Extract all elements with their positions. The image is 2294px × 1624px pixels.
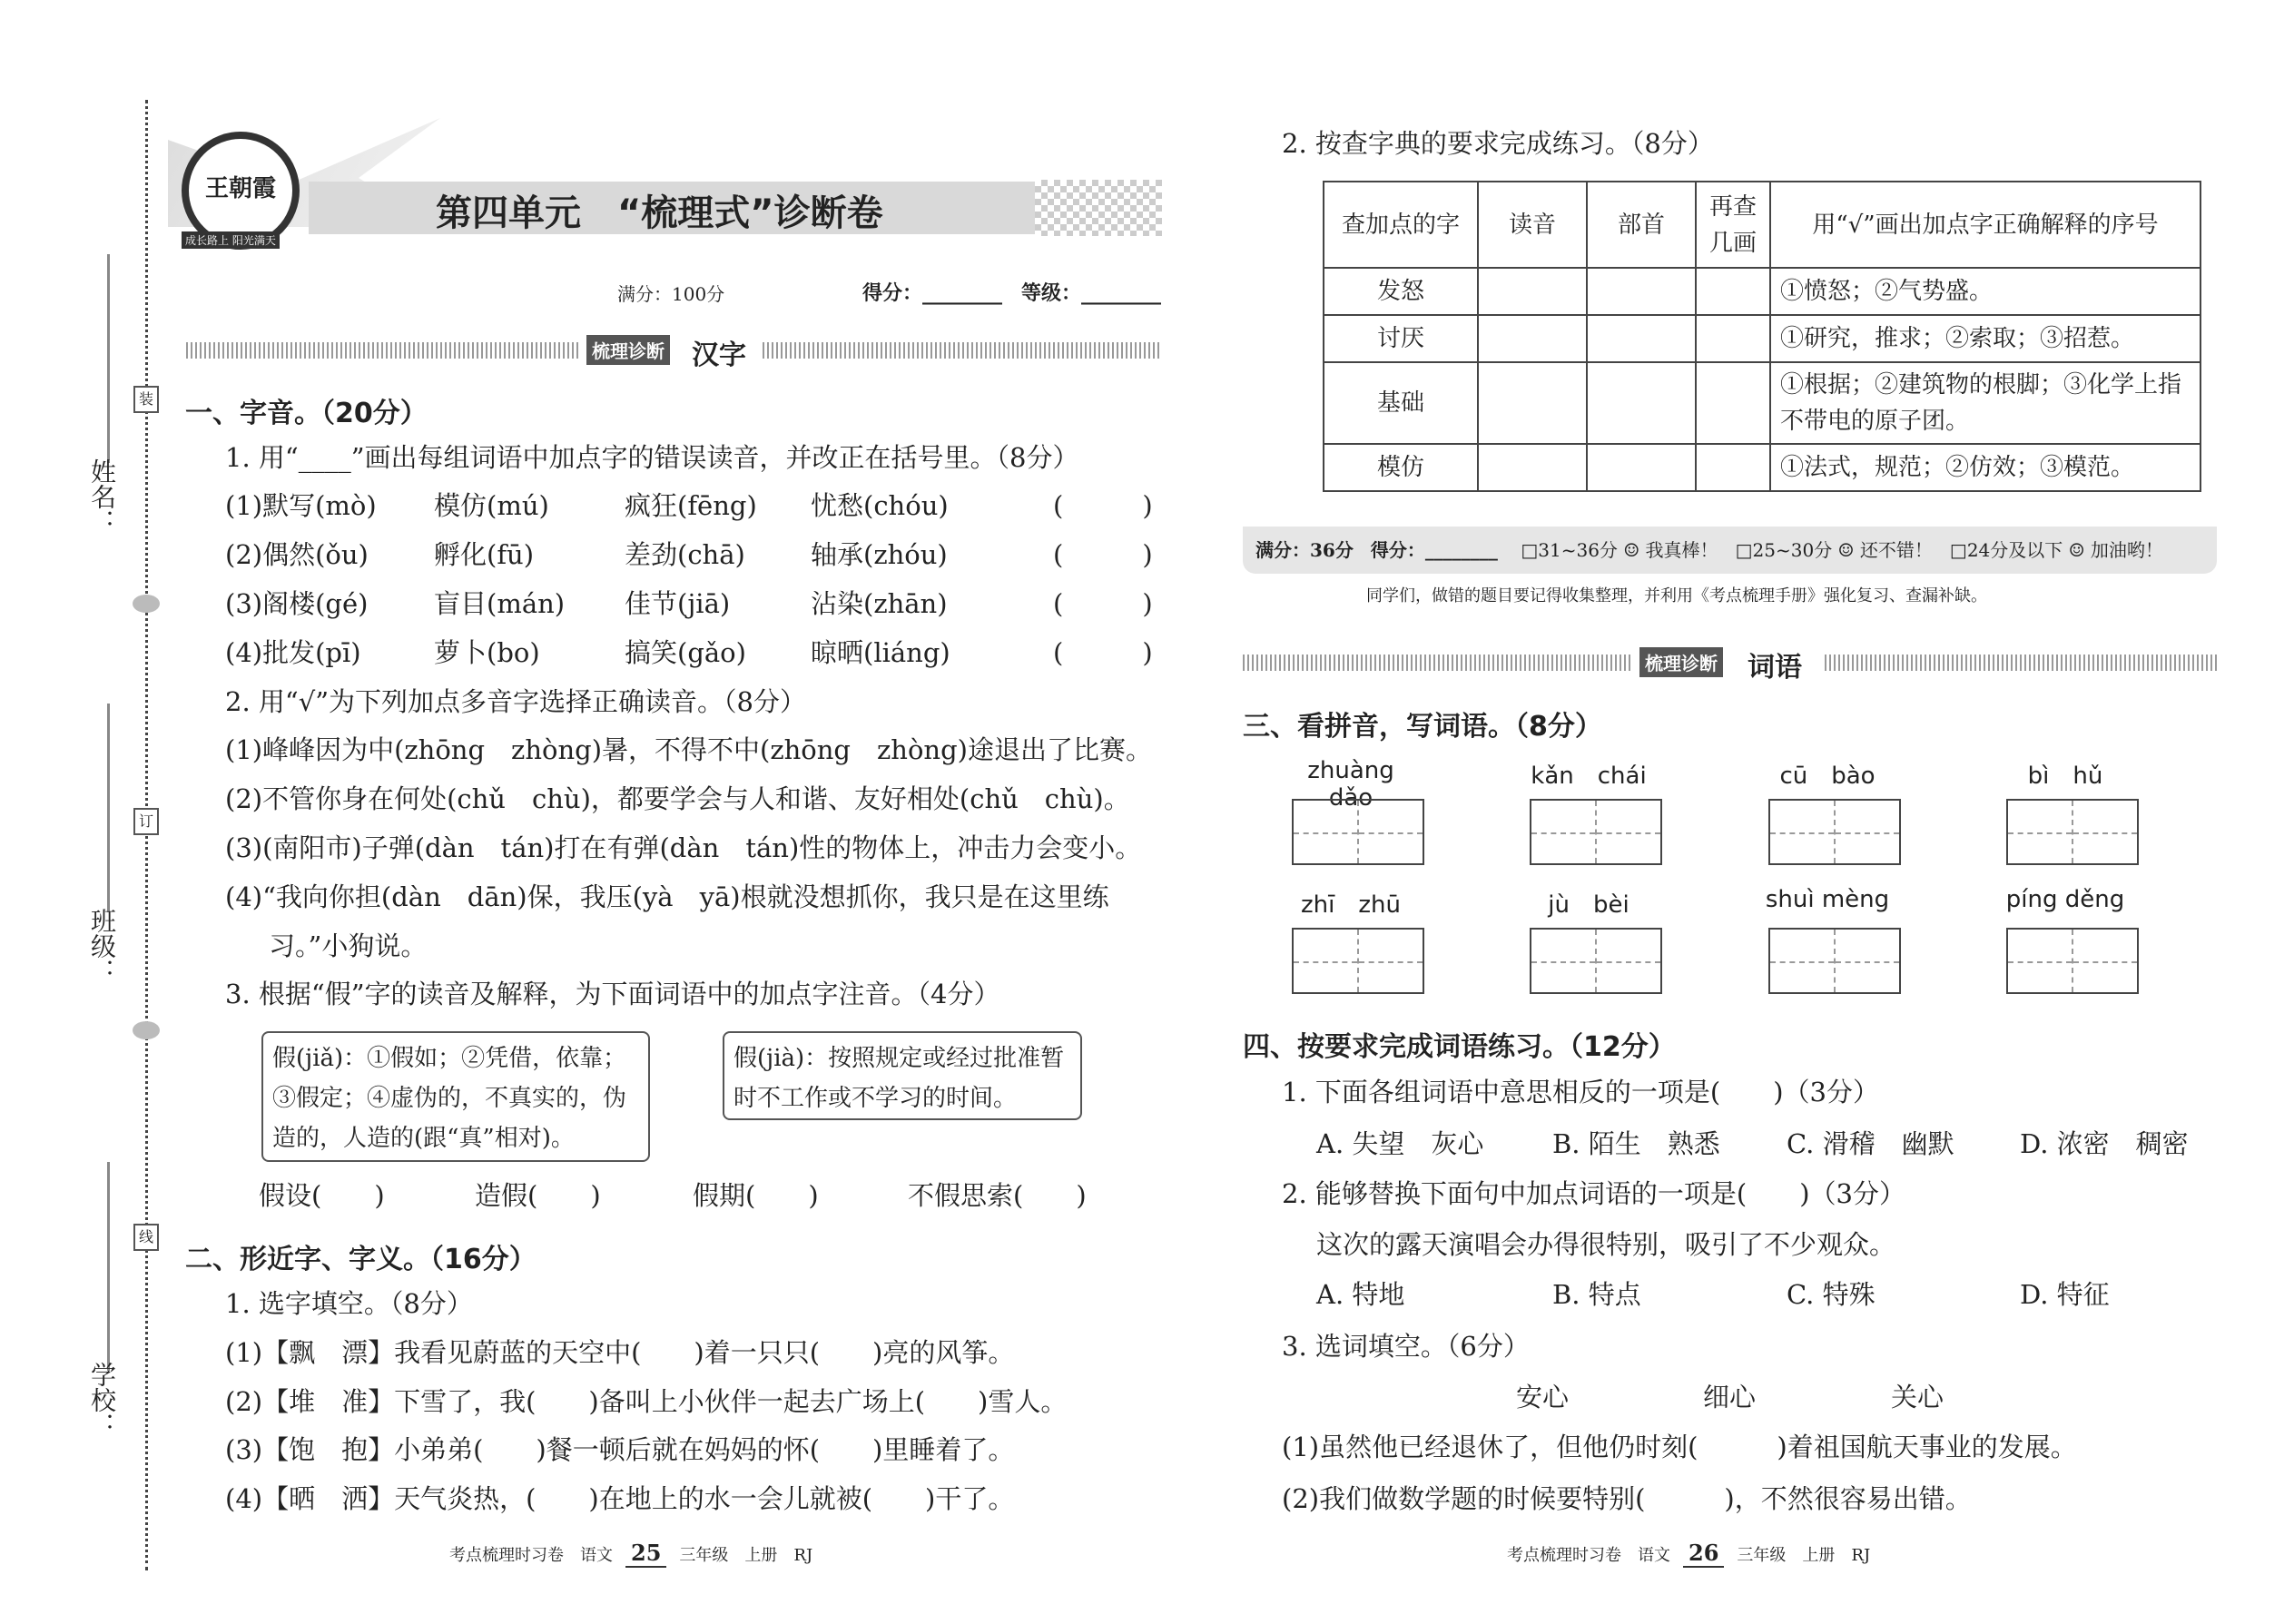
q4-2-prompt: 2. 能够替换下面句中加点词语的一项是( )（3分） <box>1282 1178 1905 1209</box>
footer-left <box>449 1540 812 1566</box>
q4-3-row: (2)我们做数学题的时候要特别( )，不然很容易出错。 <box>1282 1483 1972 1514</box>
q1-2-row: (1)峰峰因为中(zhōng zhòng)暑，不得不中(zhōng zhòng)途退出了比赛。 <box>225 734 1152 765</box>
option[interactable]: A. 特地 <box>1316 1279 1405 1310</box>
section-tag: 梳理诊断 <box>1639 647 1723 677</box>
row-item: 轴承(zhóu) <box>811 539 948 570</box>
option[interactable]: A. 失望 灰心 <box>1316 1128 1484 1159</box>
pinyin: zhuàng dǎo <box>1307 757 1394 812</box>
row-item: 孵化(fū) <box>434 539 535 570</box>
answer-cell[interactable] <box>1587 444 1696 491</box>
section-name: 词语 <box>1748 652 1802 684</box>
row-item: (2)偶然(ǒu) <box>225 539 369 570</box>
class-label: 班级： <box>87 908 117 984</box>
answer-cell[interactable] <box>1696 362 1770 444</box>
answer-cell[interactable] <box>1478 362 1587 444</box>
answer-cell[interactable] <box>1478 315 1587 362</box>
q2-1-row: (2)【堆 准】下雪了，我( )备叫上小伙伴一起去广场上( )雪人。 <box>225 1386 1068 1417</box>
writing-grid[interactable] <box>1292 799 1424 865</box>
q4-2-sentence: 这次的露天演唱会办得很特别，吸引了不少观众。 <box>1316 1229 1896 1260</box>
binding-line <box>145 100 148 1570</box>
q2-1-row: (1)【飘 漂】我看见蔚蓝的天空中( )着一只只( )亮的风筝。 <box>225 1337 1015 1368</box>
logo-text: 王朝霞 <box>204 175 276 202</box>
writing-grid[interactable] <box>1768 799 1901 865</box>
option[interactable]: B. 特点 <box>1552 1279 1641 1310</box>
fill-item[interactable]: 假设( ) <box>259 1180 385 1211</box>
q2-2-prompt: 2. 按查字典的要求完成练习。（8分） <box>1282 128 1714 159</box>
writing-grid[interactable] <box>1530 799 1662 865</box>
pinyin: jù bèi <box>1548 891 1629 919</box>
review-note: 同学们，做错的题目要记得收集整理，并利用《考点梳理手册》强化复习、查漏补缺。 <box>1366 586 1987 605</box>
answer-blank[interactable]: ( ) <box>1053 539 1153 570</box>
answer-cell[interactable] <box>1478 268 1587 315</box>
band-checkbox[interactable]: □24分及以下 ☺ 加油哟！ <box>1949 539 2163 561</box>
q4-1-prompt: 1. 下面各组词语中意思相反的一项是( )（3分） <box>1282 1077 1879 1107</box>
score-field[interactable]: 得分：________ <box>862 281 1003 305</box>
writing-grid[interactable] <box>2006 928 2139 994</box>
row-item: 模仿(mú) <box>434 490 549 521</box>
checker-decoration <box>1035 180 1162 236</box>
pinyin: bì hǔ <box>2027 763 2103 790</box>
row-item: 萝卜(bo) <box>434 637 540 668</box>
answer-cell[interactable] <box>1696 444 1770 491</box>
q1-1-prompt: 1. 用“____”画出每组词语中加点字的错误读音，并改正在括号里。（8分） <box>225 442 1079 473</box>
q1-2-row: (2)不管你身在何处(chǔ chù)，都要学会与人和谐、友好相处(chǔ chù)。 <box>225 783 1130 814</box>
row-item: 佳节(jiā) <box>625 588 731 619</box>
school-label: 学校： <box>87 1362 117 1438</box>
fill-item[interactable]: 造假( ) <box>475 1180 601 1211</box>
divider <box>1243 655 1633 671</box>
section-name: 汉字 <box>692 340 746 371</box>
th: 再查几画 <box>1696 182 1770 268</box>
section-full-score: 满分：36分 <box>1255 539 1354 561</box>
option[interactable]: D. 浓密 稠密 <box>2020 1128 2189 1159</box>
q4-heading: 四、按要求完成词语练习。（12分） <box>1243 1031 1676 1063</box>
row-item: 差劲(chā) <box>625 539 745 570</box>
answer-cell[interactable] <box>1696 315 1770 362</box>
q1-2-row-cont: 习。”小狗说。 <box>269 930 428 961</box>
divider <box>1825 655 2217 671</box>
answer-blank[interactable]: ( ) <box>1053 588 1153 619</box>
q2-1-row: (4)【晒 洒】天气炎热，( )在地上的水一会儿就被( )干了。 <box>225 1483 1015 1514</box>
smiley-icon <box>133 1021 160 1039</box>
footer-book: 考点梳理时习卷 语文 <box>449 1546 613 1565</box>
q2-1-row: (3)【饱 抱】小弟弟( )餐一顿后就在妈妈的怀( )里睡着了。 <box>225 1434 1015 1465</box>
fill-item[interactable]: 假期( ) <box>693 1180 819 1211</box>
row-item: (3)阁楼(gé) <box>225 588 369 619</box>
page-title: 第四单元 “梳理式”诊断卷 <box>436 192 883 234</box>
fill-item[interactable]: 不假思索( ) <box>908 1180 1087 1211</box>
q1-2-row: (3)(南阳市)子弹(dàn tán)打在有弹(dàn tán)性的物体上，冲击力会变小。 <box>225 832 1142 863</box>
th: 用“√”画出加点字正确解释的序号 <box>1770 182 2200 268</box>
row-item: (1)默写(mò) <box>225 490 377 521</box>
footer-book: 考点梳理时习卷 语文 <box>1507 1546 1670 1565</box>
logo-slogan: 成长路上 阳光满天 <box>182 231 280 249</box>
writing-grid[interactable] <box>1768 928 1901 994</box>
section-score-field[interactable]: 得分：________ <box>1370 539 1498 561</box>
option[interactable]: C. 滑稽 幽默 <box>1787 1128 1954 1159</box>
pinyin: cū bào <box>1779 763 1876 790</box>
class-underline <box>107 704 110 912</box>
page-number: 26 <box>1683 1540 1724 1568</box>
row-item: 疯狂(fēng) <box>625 490 757 521</box>
word-choice: 安心 <box>1516 1382 1570 1412</box>
definition-box-jia3: 假(jiǎ)：①假如；②凭借，依靠；③假定；④虚伪的，不真实的，伪造的，人造的(跟“真”相对)。 <box>261 1031 650 1162</box>
answer-cell[interactable] <box>1478 444 1587 491</box>
row-item: 晾晒(liáng) <box>811 637 950 668</box>
score-bar <box>1243 527 2217 574</box>
footer-grade: 三年级 上册 RJ <box>679 1546 813 1565</box>
definitions: ①法式，规范；②仿效；③模范。 <box>1770 444 2200 491</box>
page-number: 25 <box>625 1540 666 1568</box>
answer-blank[interactable]: ( ) <box>1053 637 1153 668</box>
word-choice: 细心 <box>1703 1382 1757 1412</box>
word: 发怒 <box>1324 268 1478 315</box>
pinyin: zhī zhū <box>1301 891 1401 919</box>
pinyin: kǎn chái <box>1531 763 1647 790</box>
q2-heading: 二、形近字、字义。（16分） <box>185 1244 537 1275</box>
option[interactable]: D. 特征 <box>2020 1279 2110 1310</box>
divider <box>763 342 1162 359</box>
option[interactable]: C. 特殊 <box>1787 1279 1876 1310</box>
smiley-icon <box>133 595 160 613</box>
footer-right <box>1507 1540 1870 1566</box>
word-choice: 关心 <box>1891 1382 1944 1412</box>
mark-xian: 线 <box>133 1224 159 1251</box>
writing-grid[interactable] <box>2006 799 2139 865</box>
section-tag: 梳理诊断 <box>586 335 670 365</box>
option[interactable]: B. 陌生 熟悉 <box>1552 1128 1720 1159</box>
answer-cell[interactable] <box>1696 268 1770 315</box>
row-item: 沾染(zhān) <box>811 588 948 619</box>
q3-heading: 三、看拼音，写词语。（8分） <box>1243 711 1602 743</box>
answer-cell[interactable] <box>1587 268 1696 315</box>
definitions: ①根据；②建筑物的根脚；③化学上指不带电的原子团。 <box>1770 362 2200 444</box>
answer-cell[interactable] <box>1587 315 1696 362</box>
band-checkbox[interactable]: □31~36分 ☺ 我真棒！ <box>1521 539 1718 561</box>
pinyin: shuì mèng <box>1765 886 1890 913</box>
dictionary-table <box>1323 181 2201 492</box>
footer-grade: 三年级 上册 RJ <box>1737 1546 1871 1565</box>
row-item: (4)批发(pī) <box>225 637 361 668</box>
pinyin: píng děng <box>2005 886 2125 913</box>
answer-blank[interactable]: ( ) <box>1053 490 1153 521</box>
writing-grid[interactable] <box>1292 928 1424 994</box>
th: 查加点的字 <box>1324 182 1478 268</box>
q1-2-row: (4)“我向你担(dàn dān)保，我压(yà yā)根就没想抓你，我只是在这里练 <box>225 881 1109 912</box>
q2-1-prompt: 1. 选字填空。（8分） <box>225 1288 473 1319</box>
row-item: 搞笑(gǎo) <box>625 637 746 668</box>
th: 读音 <box>1478 182 1587 268</box>
mark-zhuang: 装 <box>133 386 159 413</box>
definition-box-jia4: 假(jià)：按照规定或经过批准暂时不工作或不学习的时间。 <box>723 1031 1082 1120</box>
q1-3-prompt: 3. 根据“假”字的读音及解释，为下面词语中的加点字注音。（4分） <box>225 979 1000 1009</box>
definitions: ①研究，推求；②索取；③招惹。 <box>1770 315 2200 362</box>
divider <box>186 342 581 359</box>
full-score: 满分：100分 <box>617 283 725 305</box>
word: 讨厌 <box>1324 315 1478 362</box>
band-checkbox[interactable]: □25~30分 ☺ 还不错！ <box>1735 539 1933 561</box>
row-item: 忧愁(chóu) <box>811 490 949 521</box>
school-underline <box>107 1162 110 1371</box>
word: 模仿 <box>1324 444 1478 491</box>
th: 部首 <box>1587 182 1696 268</box>
row-item: 盲目(mán) <box>434 588 566 619</box>
grade-field[interactable]: 等级：________ <box>1021 281 1162 305</box>
mark-ding: 订 <box>133 808 159 835</box>
definitions: ①愤怒；②气势盛。 <box>1770 268 2200 315</box>
q1-heading: 一、字音。（20分） <box>185 398 428 429</box>
q1-2-prompt: 2. 用“√”为下列加点多音字选择正确读音。（8分） <box>225 686 806 717</box>
q4-3-prompt: 3. 选词填空。（6分） <box>1282 1331 1530 1362</box>
q4-3-row: (1)虽然他已经退休了，但他仍时刻( )着祖国航天事业的发展。 <box>1282 1432 2077 1462</box>
writing-grid[interactable] <box>1530 928 1662 994</box>
answer-cell[interactable] <box>1587 362 1696 444</box>
name-label: 姓名： <box>87 458 117 535</box>
name-underline <box>107 254 110 463</box>
word: 基础 <box>1324 362 1478 444</box>
